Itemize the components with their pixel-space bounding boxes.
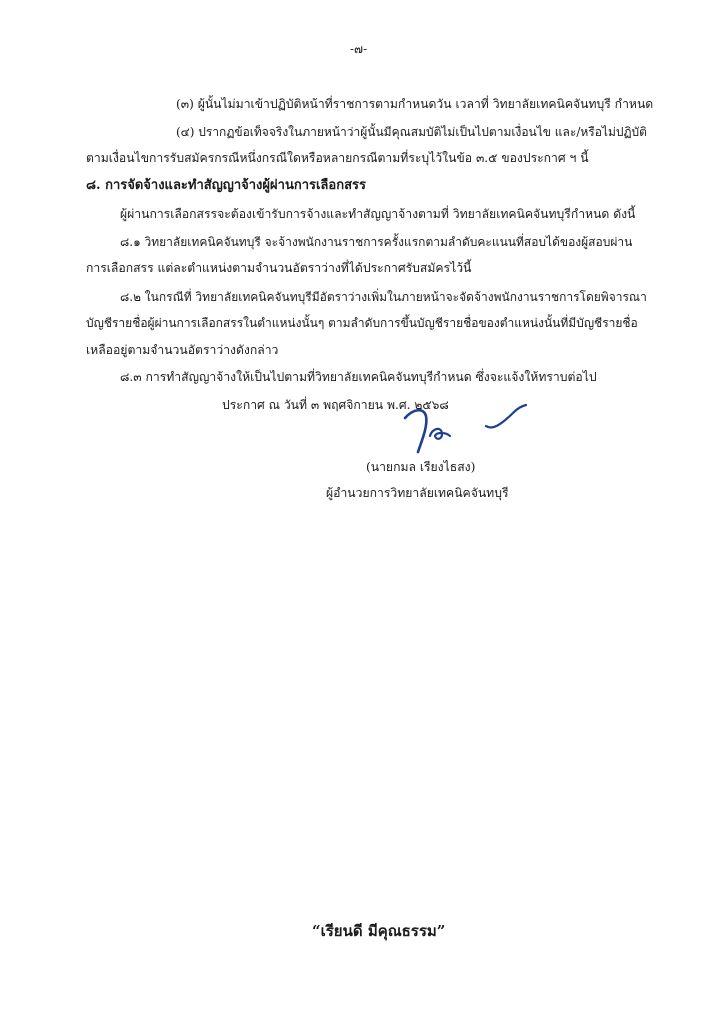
signer-name: (นายกมล เรียงไธสง) <box>366 460 476 474</box>
paragraph-item-3: (๓) ผู้นั้นไม่มาเข้าปฏิบัติหน้าที่ราชการตามกำหนดวัน เวลาที่ วิทยาลัยเทคนิคจันทบุรี กำหนด <box>176 97 654 111</box>
signer-title: ผู้อำนวยการวิทยาลัยเทคนิคจันทบุรี <box>326 486 509 500</box>
clause-8-3: ๘.๓ การทำสัญญาจ้างให้เป็นไปตามที่วิทยาลัยเทคนิคจันทบุรีกำหนด ซึ่งจะแจ้งให้ทราบต่อไป <box>120 370 597 384</box>
clause-8-2-continued: บัญชีรายชื่อผู้ผ่านการเลือกสรรในตำแหน่งนั้นๆ ตามลำดับการขึ้นบัญชีรายชื่อของตำแหน่งนั้นที่มีบัญชีรายชื่อ <box>86 316 638 330</box>
clause-8-2: ๘.๒ ในกรณีที่ วิทยาลัยเทคนิคจันทบุรีมีอัตราว่างเพิ่มในภายหน้าจะจัดจ้างพนักงานราชการโดยพิจารณา <box>120 290 647 304</box>
section-heading-8: ๘. การจัดจ้างและทำสัญญาจ้างผู้ผ่านการเลือกสรร <box>86 178 366 193</box>
signature-image <box>402 396 532 458</box>
paragraph-item-4: (๔) ปรากฏข้อเท็จจริงในภายหน้าว่าผู้นั้นมีคุณสมบัติไม่เป็นไปตามเงื่อนไข และ/หรือไม่ปฏิบัติ <box>176 125 647 139</box>
college-motto: “เรียนดี มีคุณธรรม” <box>312 922 446 940</box>
announcement-date: ประกาศ ณ วันที่ ๓ พฤศจิกายน พ.ศ. ๒๕๖๘ <box>222 398 449 412</box>
paragraph-item-4-continued: ตามเงื่อนไขการรับสมัครกรณีหนึ่งกรณีใดหรือหลายกรณีตามที่ระบุไว้ในข้อ ๓.๕ ของประกาศ ฯ นี้ <box>86 151 589 165</box>
page-number: -๗- <box>350 42 368 56</box>
clause-8-1: ๘.๑ วิทยาลัยเทคนิคจันทบุรี จะจ้างพนักงานราชการครั้งแรกตามลำดับคะแนนที่สอบได้ของผู้สอบผ่าน <box>120 235 633 249</box>
clause-8-2-end: เหลืออยู่ตามจำนวนอัตราว่างดังกล่าว <box>86 343 279 357</box>
section-8-intro: ผู้ผ่านการเลือกสรรจะต้องเข้ารับการจ้างและทำสัญญาจ้างตามที่ วิทยาลัยเทคนิคจันทบุรีกำหนด ดังนี้ <box>120 207 636 221</box>
clause-8-1-continued: การเลือกสรร แต่ละตำแหน่งตามจำนวนอัตราว่างที่ได้ประกาศรับสมัครไว้นี้ <box>86 261 472 275</box>
